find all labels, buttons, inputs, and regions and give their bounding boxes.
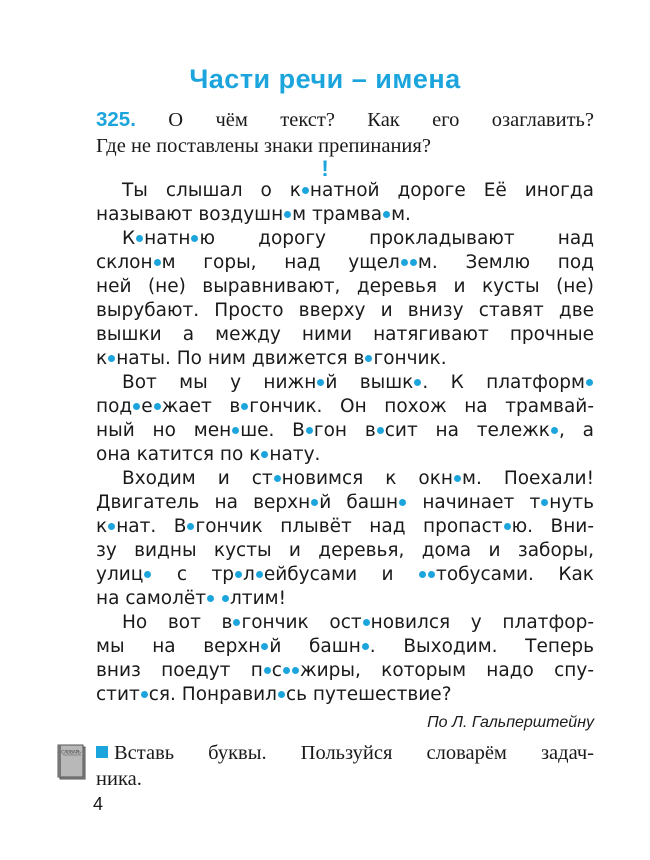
- missing-letter-dot-icon: [504, 523, 511, 530]
- story-text-segment: гончик плывёт над пропаст: [195, 516, 503, 537]
- missing-letter-dot-icon: [108, 523, 115, 530]
- missing-letter-dot-icon: [363, 619, 370, 626]
- svg-text:СЛОВАРЬ: СЛОВАРЬ: [61, 749, 81, 755]
- story-line: [96, 635, 594, 659]
- missing-letter-dot-icon: [283, 667, 290, 674]
- story-text-segment: Но вот в: [122, 612, 233, 633]
- story-text-segment: ейбусами и: [263, 564, 419, 585]
- story-text: [96, 179, 594, 707]
- story-text-segment: гончик. Он похож на трамвай-: [249, 396, 594, 417]
- story-line: [96, 539, 594, 563]
- missing-letter-dot-icon: [108, 355, 115, 362]
- missing-letter-dot-icon: [306, 427, 313, 434]
- source-attribution: По Л. Гальперштейну: [427, 714, 594, 731]
- missing-letter-dot-icon: [419, 571, 426, 578]
- missing-letter-dot-icon: [154, 259, 161, 266]
- story-text-segment: натной дороге Её иногда: [309, 180, 594, 201]
- missing-letter-dot-icon: [261, 643, 268, 650]
- story-text-segment: е: [141, 396, 153, 417]
- story-line: [96, 323, 594, 347]
- exclamation-mark: !: [321, 156, 329, 181]
- story-text-segment: нат. В: [116, 516, 187, 537]
- missing-letter-dot-icon: [241, 403, 248, 410]
- story-text-segment: с: [271, 660, 282, 681]
- story-text-segment: Входим и ст: [122, 468, 273, 489]
- story-text-segment: ю дорогу прокладывают над: [199, 228, 594, 249]
- missing-letter-dot-icon: [292, 667, 299, 674]
- blue-square-bullet-icon: [96, 746, 108, 758]
- story-text-segment: она катится по к: [96, 444, 261, 465]
- story-text-segment: наты. По ним движется в: [116, 348, 365, 369]
- missing-letter-dot-icon: [191, 235, 198, 242]
- story-text-segment: нату.: [269, 444, 321, 465]
- story-text-segment: гон в: [313, 420, 376, 441]
- missing-letter-dot-icon: [256, 571, 263, 578]
- story-text-segment: под: [96, 396, 133, 417]
- story-text-segment: вырубают. Просто вверху и внизу ставят две: [96, 300, 594, 321]
- story-line: [96, 251, 594, 275]
- story-text-segment: жает в: [161, 396, 241, 417]
- missing-letter-dot-icon: [154, 403, 161, 410]
- story-text-segment: ный но мен: [96, 420, 232, 441]
- story-text-segment: лтим!: [229, 588, 286, 609]
- instruction-line-2: ника.: [96, 768, 142, 790]
- story-line: [96, 275, 594, 299]
- missing-letter-dot-icon: [141, 691, 148, 698]
- story-text-segment: [215, 588, 221, 609]
- missing-letter-dot-icon: [235, 571, 242, 578]
- story-line: [96, 515, 594, 539]
- missing-letter-dot-icon: [136, 235, 143, 242]
- story-line: [96, 227, 594, 251]
- story-text-segment: сь путешествие?: [285, 684, 452, 705]
- missing-letter-dot-icon: [187, 523, 194, 530]
- story-text-segment: Вот мы у нижн: [122, 372, 317, 393]
- story-text-segment: м горы, над ущел: [161, 252, 400, 273]
- instruction-line-1: [96, 740, 594, 766]
- missing-letter-dot-icon: [428, 571, 435, 578]
- story-text-segment: мы на верхн: [96, 636, 261, 657]
- story-text-segment: ся. Понравил: [148, 684, 277, 705]
- missing-letter-dot-icon: [454, 475, 461, 482]
- story-line: [96, 683, 594, 707]
- story-text-segment: стит: [96, 684, 140, 705]
- task-number: 325.: [96, 108, 136, 131]
- task-line-2: Где не поставлены знаки препинания?: [96, 135, 431, 157]
- story-line: [96, 419, 594, 443]
- story-text-segment: начинает т: [407, 492, 541, 513]
- missing-letter-dot-icon: [222, 595, 229, 602]
- missing-letter-dot-icon: [377, 427, 384, 434]
- story-line: [96, 443, 594, 467]
- story-text-segment: к: [96, 348, 108, 369]
- missing-letter-dot-icon: [383, 211, 390, 218]
- story-text-segment: ней (не) выравнивают, деревья и кусты (не): [96, 276, 594, 297]
- missing-letter-dot-icon: [302, 187, 309, 194]
- missing-letter-dot-icon: [311, 499, 318, 506]
- story-text-segment: на самолёт: [96, 588, 207, 609]
- story-line: [96, 659, 594, 683]
- story-text-segment: новимся к окн: [281, 468, 453, 489]
- missing-letter-dot-icon: [410, 259, 417, 266]
- task-question-1: О чём текст? Как его озаглавить?: [168, 109, 594, 131]
- story-text-segment: м. Землю под: [417, 252, 595, 273]
- missing-letter-dot-icon: [362, 643, 369, 650]
- missing-letter-dot-icon: [274, 475, 281, 482]
- missing-letter-dot-icon: [414, 379, 421, 386]
- story-text-segment: зу видны кусты и деревья, дома и заборы,: [96, 540, 594, 561]
- missing-letter-dot-icon: [207, 595, 214, 602]
- missing-letter-dot-icon: [586, 379, 593, 386]
- missing-letter-dot-icon: [232, 427, 239, 434]
- story-text-segment: называют воздушн: [96, 204, 284, 225]
- missing-letter-dot-icon: [399, 499, 406, 506]
- missing-letter-dot-icon: [365, 355, 372, 362]
- story-line: [96, 179, 594, 203]
- story-text-segment: ше. В: [240, 420, 305, 441]
- missing-letter-dot-icon: [264, 667, 271, 674]
- missing-letter-dot-icon: [551, 427, 558, 434]
- missing-letter-dot-icon: [261, 451, 268, 458]
- story-text-segment: й башн: [319, 492, 399, 513]
- story-line: [96, 371, 594, 395]
- story-text-segment: . К платформ: [422, 372, 585, 393]
- story-text-segment: гончик ост: [241, 612, 362, 633]
- story-line: [96, 587, 594, 611]
- instruction-text-1: Вставь буквы. Пользуйся словарём задач-: [114, 742, 594, 764]
- story-text-segment: тобусами. Как: [436, 564, 594, 585]
- missing-letter-dot-icon: [133, 403, 140, 410]
- story-text-segment: м.: [391, 204, 411, 225]
- story-line: [96, 347, 594, 371]
- story-line: [96, 203, 594, 227]
- story-line: [96, 467, 594, 491]
- story-line: [96, 491, 594, 515]
- story-text-segment: новился у платфор-: [370, 612, 594, 633]
- story-text-segment: ю. Вни-: [511, 516, 594, 537]
- task-line-1: [96, 107, 594, 133]
- story-text-segment: с тр: [152, 564, 235, 585]
- dictionary-book-icon: [57, 743, 87, 781]
- missing-letter-dot-icon: [541, 499, 548, 506]
- story-text-segment: сит на тележк: [384, 420, 550, 441]
- story-text-segment: Ты слышал о к: [122, 180, 301, 201]
- task-325: [96, 107, 594, 159]
- story-text-segment: м. Поехали!: [462, 468, 594, 489]
- story-text-segment: улиц: [96, 564, 144, 585]
- story-text-segment: , а: [558, 420, 595, 441]
- story-line: [96, 299, 594, 323]
- story-line: [96, 395, 594, 419]
- story-text-segment: жиры, которым надо спу-: [299, 660, 595, 681]
- story-text-segment: вышки а между ними натягивают прочные: [96, 324, 594, 345]
- story-text-segment: натн: [144, 228, 191, 249]
- page-title: Части речи – имена: [189, 64, 461, 94]
- story-text-segment: й вышк: [325, 372, 414, 393]
- story-line: [96, 563, 594, 587]
- story-text-segment: м трамва: [292, 204, 383, 225]
- missing-letter-dot-icon: [317, 379, 324, 386]
- story-line: [96, 611, 594, 635]
- story-text-segment: вниз поедут п: [96, 660, 263, 681]
- story-text-segment: нуть: [549, 492, 594, 513]
- story-text-segment: л: [243, 564, 255, 585]
- story-text-segment: Двигатель на верхн: [96, 492, 311, 513]
- story-text-segment: й башн: [269, 636, 361, 657]
- missing-letter-dot-icon: [233, 619, 240, 626]
- story-text-segment: К: [122, 228, 136, 249]
- story-text-segment: . Выходим. Теперь: [369, 636, 594, 657]
- story-text-segment: склон: [96, 252, 153, 273]
- story-text-segment: гончик.: [373, 348, 447, 369]
- page-number: 4: [93, 794, 104, 814]
- missing-letter-dot-icon: [401, 259, 408, 266]
- task-instruction: [96, 740, 594, 792]
- missing-letter-dot-icon: [144, 571, 151, 578]
- missing-letter-dot-icon: [284, 211, 291, 218]
- story-text-segment: к: [96, 516, 108, 537]
- missing-letter-dot-icon: [278, 691, 285, 698]
